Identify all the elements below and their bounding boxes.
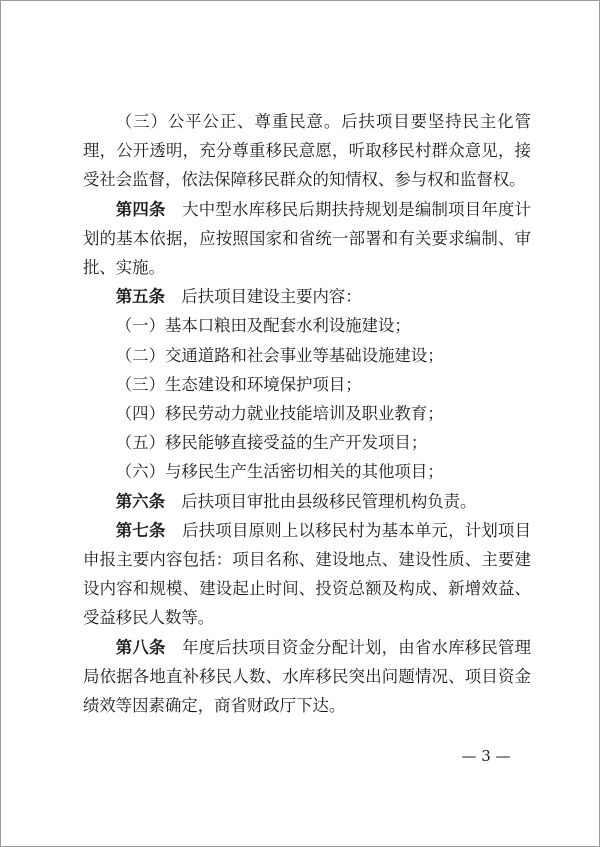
list-item <box>83 428 531 457</box>
paragraph-text: （二）交通道路和社会事业等基础设施建设； <box>115 345 444 365</box>
list-item <box>83 370 531 399</box>
article-heading: 第四条 <box>115 199 166 219</box>
paragraph-article-6 <box>83 487 531 516</box>
list-item <box>83 457 531 486</box>
page-number: — 3 — <box>461 747 511 765</box>
document-body <box>83 107 531 720</box>
article-heading: 第六条 <box>115 491 165 511</box>
article-heading: 第五条 <box>115 287 165 307</box>
article-heading: 第七条 <box>115 520 166 540</box>
paragraph-article-4 <box>83 195 531 283</box>
list-item <box>83 311 531 340</box>
paragraph-article-7 <box>83 516 531 633</box>
paragraph-text: （三）公平公正、尊重民意。后扶项目要坚持民主化管理，公开透明，充分尊重移民意愿，听取移民村群众意见，接受社会监督，依法保障移民群众的知情权、参与权和监督权。 <box>83 112 531 190</box>
list-item <box>83 399 531 428</box>
paragraph-text: （一）基本口粮田及配套水利设施建设； <box>115 316 411 336</box>
paragraph-text: （六）与移民生产生活密切相关的其他项目； <box>115 462 444 482</box>
paragraph-text: 大中型水库移民后期扶持规划是编制项目年度计划的基本依据，应按照国家和省统一部署和有关要求编制、审批、实施。 <box>83 199 532 278</box>
paragraph-text: 后扶项目建设主要内容： <box>181 287 362 307</box>
paragraph-text: （四）移民劳动力就业技能培训及职业教育； <box>115 404 444 424</box>
paragraph-text: （五）移民能够直接受益的生产开发项目； <box>115 433 428 453</box>
article-heading: 第八条 <box>115 637 166 657</box>
paragraph-text: （三）生态建设和环境保护项目； <box>115 374 362 394</box>
paragraph-text: 年度后扶项目资金分配计划，由省水库移民管理局依据各地直补移民人数、水库移民突出问题情况、项目资金绩效等因素确定，商省财政厅下达。 <box>83 637 532 716</box>
list-item <box>83 341 531 370</box>
paragraph-text: 后扶项目审批由县级移民管理机构负责。 <box>181 491 477 511</box>
paragraph-article-8 <box>83 633 531 721</box>
paragraph-article-5 <box>83 282 531 311</box>
paragraph-text: 后扶项目原则上以移民村为基本单元，计划项目申报主要内容包括：项目名称、建设地点、建设性质、主要建设内容和规模、建设起止时间、投资总额及构成、新增效益、受益移民人数等。 <box>83 520 532 628</box>
paragraph-principle-3 <box>83 107 531 195</box>
